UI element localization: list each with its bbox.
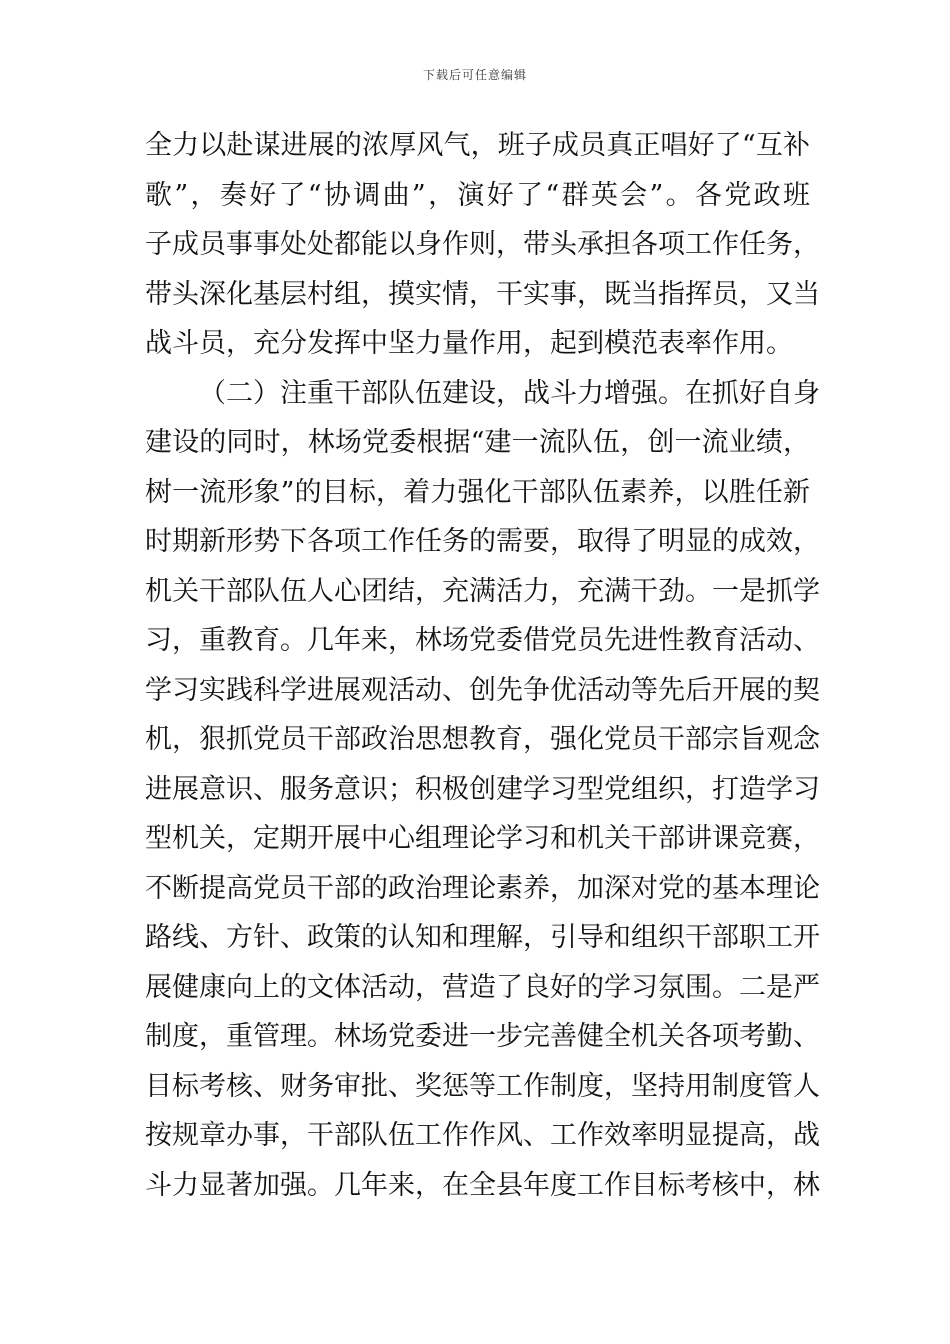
text-line: 学习实践科学进展观活动、创先争优活动等先后开展的契 <box>145 674 820 706</box>
text-line: 不断提高党员干部的政治理论素养，加深对党的基本理论 <box>145 872 820 904</box>
text-line: 全力以赴谋进展的浓厚风气，班子成员真正唱好了“互补 <box>145 130 810 161</box>
text-line: 路线、方针、政策的认知和理解，引导和组织干部职工开 <box>145 922 820 953</box>
text-line: 机关干部队伍人心团结，充满活力，充满干劲。一是抓学 <box>145 575 820 607</box>
text-line: 习，重教育。几年来，林场党委借党员先进性教育活动、 <box>145 625 820 656</box>
text-line: 目标考核、财务审批、奖惩等工作制度，坚持用制度管人 <box>145 1070 820 1102</box>
text-line: 子成员事事处处都能以身作则，带头承担各项工作任务， <box>145 229 820 260</box>
document-body <box>145 121 820 1210</box>
header-note: 下载后可任意编辑 <box>422 68 527 82</box>
text-line: （二）注重干部队伍建设，战斗力增强。在抓好自身 <box>199 377 820 409</box>
text-line: 机，狠抓党员干部政治思想教育，强化党员干部宗旨观念 <box>145 724 820 755</box>
text-line: 制度，重管理。林场党委进一步完善健全机关各项考勤、 <box>145 1021 820 1052</box>
text-line: 展健康向上的文体活动，营造了良好的学习氛围。二是严 <box>145 971 820 1003</box>
text-line: 带头深化基层村组，摸实情，干实事，既当指挥员，又当 <box>145 278 820 310</box>
text-line: 时期新形势下各项工作任务的需要，取得了明显的成效， <box>145 526 820 557</box>
text-line: 战斗员，充分发挥中坚力量作用，起到模范表率作用。 <box>145 328 793 359</box>
text-line: 斗力显著加强。几年来，在全县年度工作目标考核中，林 <box>145 1169 820 1201</box>
text-line: 按规章办事，干部队伍工作作风、工作效率明显提高，战 <box>145 1120 820 1151</box>
text-line: 树一流形象”的目标，着力强化干部队伍素养，以胜任新 <box>145 476 810 508</box>
text-line: 进展意识、服务意识；积极创建学习型党组织，打造学习 <box>145 773 820 805</box>
text-line: 建设的同时，林场党委根据“建一流队伍，创一流业绩， <box>145 427 810 458</box>
text-line: 歌”，奏好了“协调曲”，演好了“群英会”。各党政班 <box>145 179 810 211</box>
text-line: 型机关，定期开展中心组理论学习和机关干部讲课竞赛， <box>145 823 820 854</box>
